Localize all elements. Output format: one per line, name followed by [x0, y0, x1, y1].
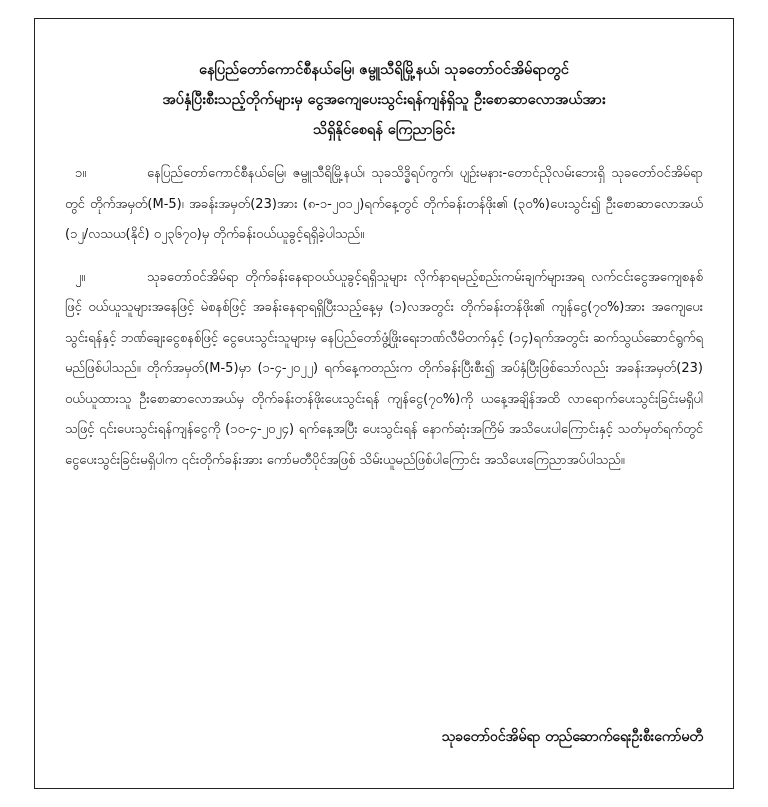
- paragraph-2-number: ၂။: [75, 269, 86, 285]
- committee-signature: သုခတော်ဝင်အိမ်ရာ တည်ဆောက်ရေးဦးစီးကော်မတီ: [441, 729, 703, 745]
- paragraph-1-text: နေပြည်တော်ကောင်စီနယ်မြေ၊ ဇမ္ဗူသီရိမြို့နယ်၊ သုခသိဒ္ဓိရပ်ကွက်၊ ပျဉ်းမနား-တောင်ညိုလမ်းဘေးရှိ သုခတော်ဝင်အိမ်ရာတွင် တိုက်အမှတ်(M-5)၊ အခန်းအမှတ်(23)အား (၈-၁-၂၀၁၂)ရက်နေ့တွင် တိုက်ခန်းတန်ဖိုး၏ (၃၀%)ပေးသွင်း၍ ဦးစောဆာလောအယ် (၁၂/လသယ(နိုင်) ၀၂၃၆၇၀)မှ တိုက်ခန်းဝယ်ယူခွင့်ရရှိခဲ့ပါသည်။: [65, 166, 703, 242]
- notice-title: [65, 55, 703, 145]
- paragraph-2-text: သုခတော်ဝင်အိမ်ရာ တိုက်ခန်းနေရာဝယ်ယူခွင့်ရရှိသူများ လိုက်နာရမည့်စည်းကမ်းချက်များအရ လက်ငင်းငွေအကျေစနစ်ဖြင့် ဝယ်ယူသူများအနေဖြင့် မဲစနစ်ဖြင့် အခန်းနေရာရရှိပြီးသည့်နေ့မှ (၁)လအတွင်း တိုက်ခန်းတန်ဖိုး၏ ကျန်ငွေ(၇၀%)အား အကျေပေးသွင်းရန်နှင့် ဘဏ်ချေးငွေစနစ်ဖြင့် ငွေပေးသွင်းသူများမှ နေပြည်တော်ဖွံ့ဖြိုးရေးဘဏ်လီမိတက်နှင့် (၁၄)ရက်အတွင်း ဆက်သွယ်ဆောင်ရွက်ရမည်ဖြစ်ပါသည်။ တိုက်အမှတ်(M-5)မှာ (၁-၄-၂၀၂၂) ရက်နေ့ကတည်းက တိုက်ခန်းပြီးစီး၍ အပ်နှံပြီးဖြစ်သော်လည်း အခန်းအမှတ်(23) ဝယ်ယူထားသူ ဦးစောဆာလောအယ်မှ တိုက်ခန်းတန်ဖိုးပေးသွင်းရန် ကျန်ငွေ(၇၀%)ကို ယနေ့အချိန်အထိ လာရောက်ပေးသွင်းခြင်းမရှိပါသဖြင့် ၎င်းပေးသွင်းရန်ကျန်ငွေကို (၁၀-၄-၂၀၂၄) ရက်နေ့အပြီး ပေးသွင်းရန် နောက်ဆုံးအကြိမ် အသိပေးပါကြောင်းနှင့် သတ်မှတ်ရက်တွင် ငွေပေးသွင်းခြင်းမရှိပါက ၎င်းတိုက်ခန်းအား ကော်မတီပိုင်အဖြစ် သိမ်းယူမည်ဖြစ်ပါကြောင်း အသိပေးကြေညာအပ်ပါသည်။: [65, 269, 703, 468]
- paragraph-1: [65, 159, 703, 251]
- title-line-1: နေပြည်တော်ကောင်စီနယ်မြေ၊ ဇမ္ဗူသီရိမြို့နယ်၊ သုခတော်ဝင်အိမ်ရာတွင်: [199, 62, 569, 78]
- paragraph-1-number: ၁။: [75, 166, 87, 181]
- title-line-2: အပ်နှံပြီးစီးသည့်တိုက်များမှ ငွေအကျေပေးသွင်းရန်ကျန်ရှိသူ ဦးစောဆာလောအယ်အား: [162, 92, 606, 108]
- title-line-3: သိရှိနိုင်စေရန် ကြေညာခြင်း: [313, 122, 455, 138]
- notice-frame: [34, 18, 734, 789]
- paragraph-2: [65, 263, 703, 477]
